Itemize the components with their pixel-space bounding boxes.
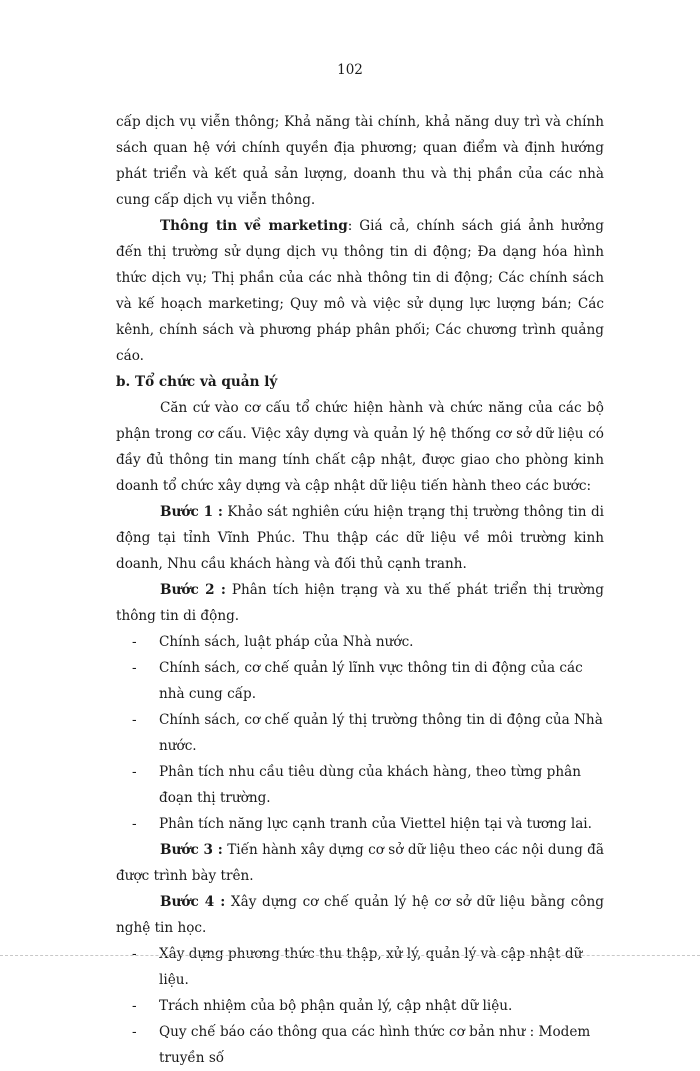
dash-bullet: - (132, 816, 137, 832)
dash-bullet: - (132, 1024, 137, 1040)
step-4-text: Xây dựng cơ chế quản lý hệ cơ sở dữ liệu bằng công nghệ tin học. (116, 894, 604, 936)
step-3-label: Bước 3 : (160, 842, 223, 858)
page-bottom-divider (0, 955, 700, 956)
step-4-list (116, 941, 604, 1071)
list-item (116, 1019, 604, 1071)
step-3-text: Tiến hành xây dựng cơ sở dữ liệu theo các nội dung đã được trình bày trên. (116, 842, 604, 884)
dash-bullet: - (132, 998, 137, 1014)
list-item-text: Chính sách, cơ chế quản lý thị trường thông tin di động của Nhà nước. (159, 712, 603, 754)
step-1-text: Khảo sát nghiên cứu hiện trạng thị trường thông tin di động tại tỉnh Vĩnh Phúc. Thu thập các dữ liệu về môi trường kinh doanh, Nhu cầu khách hàng và đối thủ cạnh tranh. (116, 504, 604, 572)
marketing-text: : Giá cả, chính sách giá ảnh hưởng đến thị trường sử dụng dịch vụ thông tin di động; Đa dạng hóa hình thức dịch vụ; Thị phần của các nhà thông tin di động; Các chính sách và kế hoạch marketing; Quy mô và việc sử dụng lực lượng bán; Các kênh, chính sách và phương pháp phân phối; Các chương trình quảng cáo. (116, 218, 604, 364)
step-4-label: Bước 4 : (160, 894, 226, 910)
dash-bullet: - (132, 764, 137, 780)
marketing-label: Thông tin về marketing (160, 218, 348, 234)
list-item-text: Chính sách, luật pháp của Nhà nước. (159, 634, 414, 650)
list-item (116, 655, 604, 707)
list-item-text: Trách nhiệm của bộ phận quản lý, cập nhật dữ liệu. (159, 998, 513, 1014)
paragraph-section-b-intro: Căn cứ vào cơ cấu tổ chức hiện hành và chức năng của các bộ phận trong cơ cấu. Việc xây dựng và quản lý hệ thống cơ sở dữ liệu có đầy đủ thông tin mang tính chất cập nhật, được giao cho phòng kinh doanh tổ chức xây dựng và cập nhật dữ liệu tiến hành theo các bước: (116, 400, 604, 494)
list-item (116, 993, 604, 1019)
list-item-text: Chính sách, cơ chế quản lý lĩnh vực thông tin di động của các nhà cung cấp. (159, 660, 583, 702)
step-4-paragraph (116, 889, 604, 941)
paragraph-continuation: cấp dịch vụ viễn thông; Khả năng tài chính, khả năng duy trì và chính sách quan hệ với chính quyền địa phương; quan điểm và định hướng phát triển và kết quả sản lượng, doanh thu và thị phần của các nhà cung cấp dịch vụ viễn thông. (116, 114, 604, 208)
step-3-paragraph (116, 837, 604, 889)
paragraph-marketing (116, 213, 604, 369)
dash-bullet: - (132, 946, 137, 962)
list-item-text: Quy chế báo cáo thông qua các hình thức cơ bản như : Modem truyền số (159, 1024, 591, 1066)
list-item-text: Phân tích năng lực cạnh tranh của Viettel hiện tại và tương lai. (159, 816, 592, 832)
dash-bullet: - (132, 712, 137, 728)
step-2-paragraph (116, 577, 604, 629)
step-2-list (116, 629, 604, 837)
step-1-label: Bước 1 : (160, 504, 223, 520)
list-item-text: Phân tích nhu cầu tiêu dùng của khách hàng, theo từng phân đoạn thị trường. (159, 764, 581, 806)
step-2-text: Phân tích hiện trạng và xu thế phát triển thị trường thông tin di động. (116, 582, 604, 624)
document-body (116, 109, 604, 1071)
dash-bullet: - (132, 660, 137, 676)
list-item (116, 759, 604, 811)
dash-bullet: - (132, 634, 137, 650)
list-item (116, 629, 604, 655)
list-item (116, 941, 604, 993)
list-item (116, 707, 604, 759)
step-2-label: Bước 2 : (160, 582, 226, 598)
list-item-text: Xây dựng phương thức thu thập, xử lý, quản lý và cập nhật dữ liệu. (159, 946, 583, 988)
list-item (116, 811, 604, 837)
section-heading-b: b. Tổ chức và quản lý (116, 374, 278, 390)
step-1-paragraph (116, 499, 604, 577)
page-number: 102 (337, 62, 363, 78)
